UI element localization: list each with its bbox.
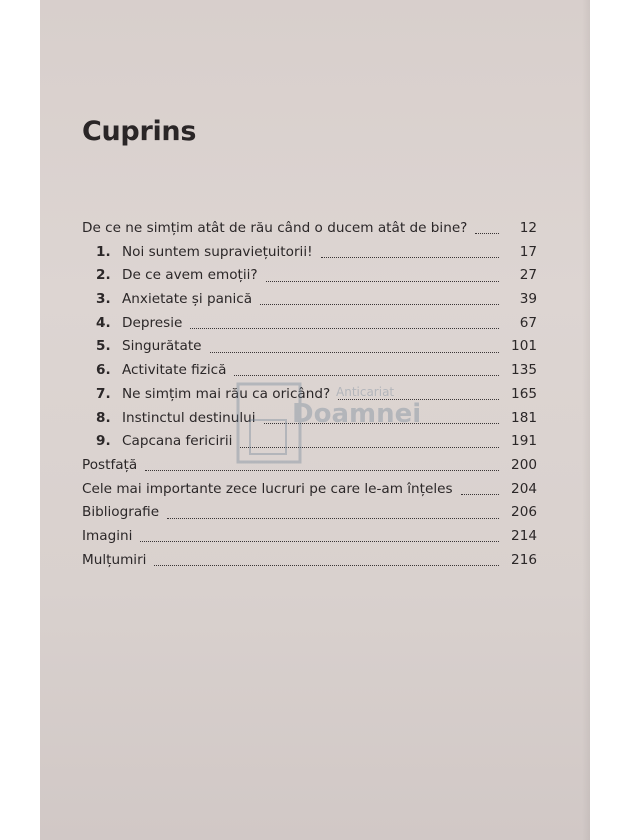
dot-leader [167,518,499,519]
page-edge-shadow [582,0,590,840]
chapter-number: 9. [96,433,111,450]
toc-entry-page: 206 [511,504,537,521]
toc-entry-label: Activitate fizică [122,362,227,379]
dot-leader [190,328,499,329]
toc-entry-label: Imagini [82,527,133,544]
toc-entry-chapter-2 [82,264,537,288]
dot-leader [145,470,499,471]
toc-entry-label: Noi suntem supraviețuitorii! [122,243,313,260]
watermark-brand: Doamnei [292,399,422,429]
toc-entry-label: Bibliografie [82,504,160,521]
toc-entry-multumiri [82,549,537,573]
chapter-number: 6. [96,362,111,379]
dot-leader [260,304,499,305]
watermark-logo [236,380,436,470]
toc-entry-page: 17 [519,243,537,260]
toc-entry-page: 181 [511,409,537,426]
toc-entry-page: 191 [511,433,537,450]
toc-entry-imagini [82,525,537,549]
toc-entry-page: 216 [511,551,537,568]
toc-entry-label: Capcana fericirii [122,433,233,450]
toc-entry-page: 12 [519,220,537,236]
toc-entry-page: 214 [511,527,537,544]
dot-leader [140,541,499,542]
chapter-number: 3. [96,291,111,308]
toc-entry-page: 200 [511,456,537,473]
toc-entry-page: 101 [511,338,537,355]
dot-leader [210,352,499,353]
toc-entry-page: 67 [519,314,537,331]
watermark-top-text: Anticariat [336,385,395,399]
toc-entry-chapter-4 [82,312,537,336]
chapter-number: 4. [96,314,111,331]
book-page [40,0,590,840]
toc-entry-label: Instinctul destinului [122,409,256,426]
chapter-number: 5. [96,338,111,355]
toc-entry-chapter-3 [82,288,537,312]
toc-entry-label: Singurătate [122,338,202,355]
dot-leader [321,257,499,258]
watermark-frame [238,384,300,462]
toc-entry-label: Depresie [122,314,183,331]
toc-entry-page: 27 [519,267,537,284]
toc-entry-chapter-5 [82,335,537,359]
chapter-number: 8. [96,409,111,426]
toc-entry-bibliografie [82,501,537,525]
dot-leader [154,565,499,566]
dot-leader [461,494,499,495]
toc-entry-page: 135 [511,362,537,379]
toc-entry-intro [82,217,537,241]
toc-entry-label: Postfață [82,456,138,473]
toc-entry-label: Mulțumiri [82,551,147,568]
toc-entry-label: Ne simțim mai rău ca oricând? [122,385,331,402]
page-title: Cuprins [82,116,197,147]
chapter-number: 1. [96,243,111,260]
toc-entry-page: 165 [511,385,537,402]
chapter-number: 2. [96,267,111,284]
watermark-book-icon [250,420,286,454]
toc-entry-label: Anxietate și panică [122,291,253,308]
toc-entry-top-ten [82,478,537,502]
toc-entry-label: De ce ne simțim atât de rău când o ducem atât de bine? [82,220,468,236]
toc-entry-label: De ce avem emoții? [122,267,258,284]
toc-entry-label: Cele mai importante zece lucruri pe care le-am înțeles [82,480,453,497]
toc-entry-page: 39 [519,291,537,308]
chapter-number: 7. [96,385,111,402]
dot-leader [234,375,499,376]
toc-entry-chapter-1 [82,241,537,265]
toc-entry-page: 204 [511,480,537,497]
dot-leader [266,281,499,282]
dot-leader [475,233,499,234]
